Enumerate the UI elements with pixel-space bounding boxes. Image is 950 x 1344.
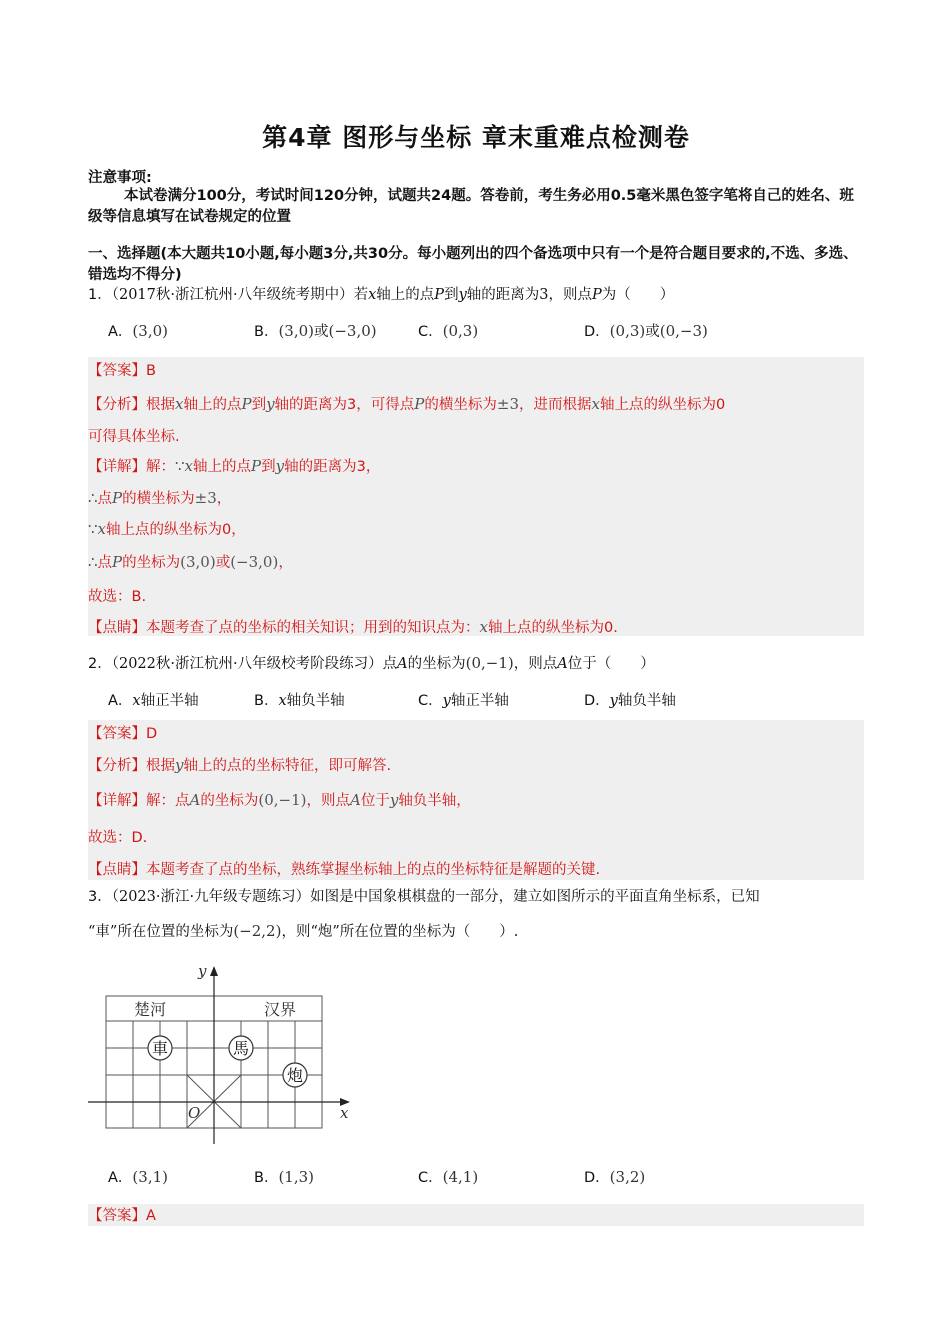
option-letter: B． — [254, 324, 279, 340]
var: P — [112, 553, 123, 571]
option-math: (3,0) — [278, 322, 315, 340]
math: (0,−1) — [465, 654, 514, 672]
analysis-text: 的横坐标为 — [424, 397, 497, 413]
question-1-options — [88, 316, 864, 346]
y-axis-arrow-icon — [210, 966, 218, 976]
comment-text: 轴上点的纵坐标为0. — [487, 620, 618, 636]
option-c[interactable] — [418, 316, 478, 347]
analysis-line-2: 可得具体坐标. — [88, 429, 180, 445]
math: (−2,2) — [233, 922, 282, 940]
analysis-text: 【分析】根据 — [88, 397, 175, 413]
stem-text: 的坐标为 — [407, 656, 466, 672]
notice-heading: 注意事项: — [88, 170, 152, 186]
question-3-stem — [88, 882, 864, 912]
symbol: ∴ — [88, 489, 98, 507]
detail-line-3 — [88, 518, 246, 539]
var: y — [609, 693, 618, 709]
math: (−3,0) — [230, 553, 279, 571]
option-math: (−3,0) — [328, 322, 377, 340]
option-b[interactable] — [254, 316, 377, 347]
var: A — [397, 656, 408, 672]
detail-text: 的坐标为 — [122, 555, 181, 571]
answer-line: 【答案】D — [88, 726, 158, 742]
detail-text: 的横坐标为 — [122, 491, 195, 507]
analysis-text: 【分析】根据 — [88, 758, 175, 774]
stem-text: 到 — [444, 287, 459, 303]
stem-text: 轴上的点 — [376, 287, 435, 303]
option-b[interactable] — [254, 1162, 314, 1193]
question-3-options — [88, 1162, 864, 1192]
question-number: 2． — [88, 656, 112, 672]
option-letter: C． — [418, 1170, 443, 1186]
symbol: ∵ — [88, 520, 98, 538]
axis-x-label: x — [340, 1104, 349, 1122]
detail-text: 轴上的点 — [193, 459, 252, 475]
stem-text: “車”所在位置的坐标为 — [88, 924, 234, 940]
section-heading: 一、选择题(本大题共10小题,每小题3分,共30分。每小题列出的四个备选项中只有一个是符合题目要求的,不选、多选、错选均不得分) — [88, 246, 858, 283]
var: y — [442, 693, 451, 709]
option-math: (0,3) — [442, 322, 479, 340]
detail-text: ， — [216, 491, 232, 507]
detail-line-4 — [88, 551, 293, 572]
answer-line: 【答案】A — [88, 1208, 156, 1224]
detail-text: 的坐标为 — [200, 793, 259, 809]
var: y — [275, 457, 285, 475]
detail-text: 或 — [215, 555, 231, 571]
option-letter: B． — [254, 693, 279, 709]
option-letter: A． — [108, 1170, 133, 1186]
comment-text: 【点睛】本题考查了点的坐标的相关知识；用到的知识点为： — [88, 620, 480, 636]
var: y — [389, 791, 399, 809]
option-math: (3,0) — [132, 322, 168, 340]
question-1-solution — [88, 357, 864, 636]
symbol: ∵ — [175, 457, 185, 475]
option-or: 或 — [645, 324, 660, 340]
var: x — [132, 693, 141, 709]
stem-text: 为（ ） — [601, 287, 675, 303]
option-math: (1,3) — [278, 1168, 315, 1186]
analysis-text: 轴上的点的坐标特征，即可解答. — [183, 758, 392, 774]
analysis-text: 到 — [251, 397, 267, 413]
var: P — [592, 287, 602, 303]
stem-text: 点 — [382, 656, 398, 672]
var: x — [278, 693, 287, 709]
question-source: （2017秋·浙江杭州·八年级统考期中） — [111, 287, 354, 303]
answer-line: 【答案】B — [88, 363, 156, 379]
detail-line — [88, 455, 380, 476]
option-letter: A． — [108, 324, 133, 340]
option-math: (4,1) — [442, 1168, 479, 1186]
detail-text: ， — [278, 555, 293, 571]
var: x — [479, 618, 488, 636]
detail-text: 轴上点的纵坐标为0， — [106, 522, 246, 538]
question-2-stem — [88, 648, 864, 679]
analysis-text: 轴的距离为3，可得点 — [274, 397, 415, 413]
var: P — [241, 395, 252, 413]
option-letter: B． — [254, 1170, 279, 1186]
detail-text: ，则点 — [306, 793, 350, 809]
option-d[interactable] — [584, 1162, 645, 1193]
var: A — [189, 791, 201, 809]
math: ±3 — [194, 489, 217, 507]
question-3-solution — [88, 1204, 864, 1226]
option-or: 或 — [314, 324, 329, 340]
option-letter: D． — [584, 693, 610, 709]
math: ±3 — [496, 395, 519, 413]
var: x — [97, 520, 107, 538]
var: x — [368, 287, 377, 303]
origin-label: O — [188, 1104, 201, 1122]
analysis-text: 轴上的点 — [183, 397, 242, 413]
var: A — [557, 656, 568, 672]
river-left-label: 楚河 — [134, 1000, 167, 1019]
notice-body: 本试卷满分100分，考试时间120分钟，试题共24题。答卷前，考生务必用0.5毫米黑色签字笔将自己的姓名、班级等信息填写在试卷规定的位置 — [88, 188, 854, 225]
math: (0,−1) — [258, 791, 307, 809]
detail-text: 位于 — [360, 793, 390, 809]
question-2-options — [88, 686, 864, 716]
option-text: 轴正半轴 — [140, 693, 199, 709]
question-number: 3． — [88, 889, 112, 905]
option-letter: D． — [584, 324, 610, 340]
var: x — [184, 457, 194, 475]
detail-line — [88, 789, 471, 810]
analysis-text: ，进而根据 — [519, 397, 592, 413]
option-math: (3,2) — [609, 1168, 646, 1186]
option-c[interactable] — [418, 686, 509, 716]
var: y — [175, 756, 184, 774]
analysis-line — [88, 754, 391, 775]
option-text: 轴负半轴 — [286, 693, 345, 709]
option-letter: C． — [418, 324, 443, 340]
piece-pao: 炮 — [286, 1066, 304, 1085]
detail-text: 轴负半轴， — [398, 793, 471, 809]
option-text: 轴负半轴 — [617, 693, 676, 709]
chess-board-diagram — [88, 958, 358, 1148]
axis-y-label: y — [198, 962, 207, 980]
detail-text: 点 — [97, 491, 113, 507]
analysis-text: 轴上点的纵坐标为0 — [599, 397, 726, 413]
option-math: (0,3) — [609, 322, 646, 340]
option-a[interactable] — [108, 686, 199, 716]
question-2-comment — [88, 858, 864, 880]
piece-ma: 馬 — [232, 1039, 250, 1058]
choose-line: 故选：D. — [88, 830, 148, 846]
option-letter: D． — [584, 1170, 610, 1186]
piece-che: 車 — [151, 1039, 169, 1058]
option-d[interactable] — [584, 686, 676, 716]
question-1-stem — [88, 280, 864, 310]
analysis-line — [88, 393, 725, 414]
var: x — [591, 395, 600, 413]
var: A — [349, 791, 361, 809]
stem-text: 若 — [353, 287, 369, 303]
var: P — [434, 287, 445, 303]
option-b[interactable] — [254, 686, 345, 716]
comment-line: 【点睛】本题考查了点的坐标，熟练掌握坐标轴上的点的坐标特征是解题的关键. — [88, 862, 601, 878]
question-source: （2023·浙江·九年级专题练习） — [111, 889, 311, 905]
option-c[interactable] — [418, 1162, 478, 1193]
option-d[interactable] — [584, 316, 708, 347]
stem-text: 如图是中国象棋棋盘的一部分，建立如图所示的平面直角坐标系，已知 — [310, 889, 760, 905]
question-source: （2022秋·浙江杭州·八年级校考阶段练习） — [111, 656, 383, 672]
stem-text: ，则点 — [513, 656, 558, 672]
comment-line — [88, 616, 618, 637]
option-letter: A． — [108, 693, 133, 709]
option-a[interactable] — [108, 1162, 168, 1193]
detail-text: 轴的距离为3， — [284, 459, 381, 475]
stem-text: 轴的距离为3，则点 — [466, 287, 592, 303]
detail-text: 【详解】解： — [88, 459, 175, 475]
var: y — [458, 287, 467, 303]
detail-line-2 — [88, 487, 231, 508]
option-math: (0,−3) — [659, 322, 708, 340]
option-math: (3,1) — [132, 1168, 168, 1186]
detail-text: 点 — [97, 555, 113, 571]
var: P — [414, 395, 425, 413]
question-2-solution — [88, 720, 864, 860]
stem-text: 位于（ ） — [567, 656, 655, 672]
choose-line: 故选：B. — [88, 589, 147, 605]
var: x — [175, 395, 184, 413]
river-right-label: 汉界 — [264, 1000, 297, 1019]
detail-text: 到 — [261, 459, 276, 475]
math: (3,0) — [180, 553, 216, 571]
var: P — [251, 457, 262, 475]
detail-text: 【详解】解：点 — [88, 793, 190, 809]
stem-text: ，则“炮”所在位置的坐标为（ ）. — [281, 924, 519, 940]
question-3-stem-line2 — [88, 916, 864, 947]
symbol: ∴ — [88, 553, 98, 571]
question-number: 1． — [88, 287, 112, 303]
page-title: 第4章 图形与坐标 章末重难点检测卷 — [262, 123, 690, 152]
option-text: 轴正半轴 — [450, 693, 509, 709]
var: P — [112, 489, 123, 507]
option-a[interactable] — [108, 316, 168, 347]
var: y — [266, 395, 275, 413]
option-letter: C． — [418, 693, 443, 709]
